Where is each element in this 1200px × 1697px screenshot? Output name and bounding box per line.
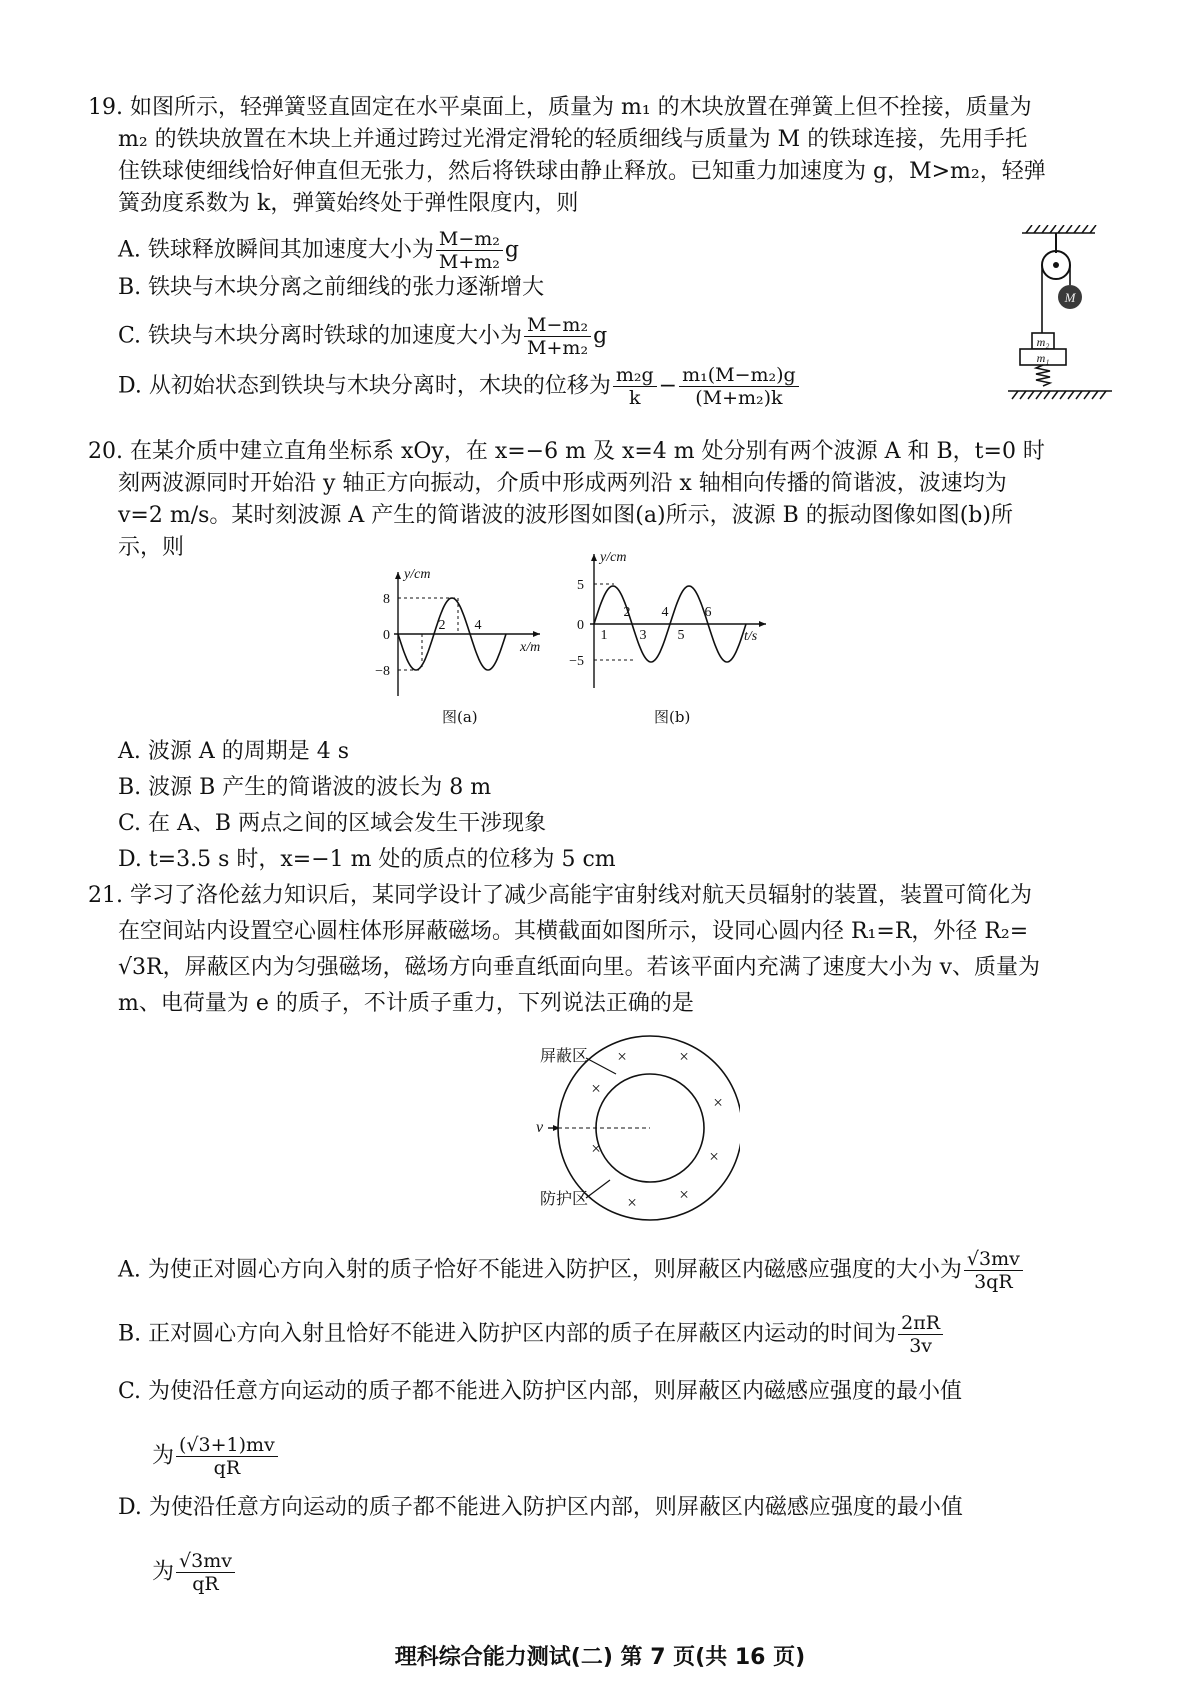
fig-a-x-label: x/m: [520, 640, 541, 655]
q21-option-c-prefix: 为: [152, 1443, 175, 1469]
shield-region-label: 屏蔽区: [540, 1048, 589, 1065]
fig-b-tick-y-neg5: −5: [569, 654, 584, 669]
q19-stem-line4: 簧劲度系数为 k，弹簧始终处于弹性限度内，则: [118, 191, 579, 216]
wood-block-label: m₁: [1036, 351, 1050, 365]
q20-figure-b: [566, 548, 778, 698]
q21-option-c-line2: [152, 1434, 280, 1479]
q19-option-d-numerator1: m₂g: [613, 364, 657, 387]
q20-stem-line2: 刻两波源同时开始沿 y 轴正方向振动，介质中形成两列沿 x 轴相向传播的简谐波，波速均为: [118, 471, 1007, 496]
fig-b-tick-x-1: 1: [600, 628, 608, 643]
ceiling-hatch: [1022, 225, 1096, 233]
q21-option-c-line1: C. 为使沿任意方向运动的质子都不能进入防护区内部，则屏蔽区内磁感应强度的最小值: [118, 1379, 963, 1404]
field-cross-mark: ×: [709, 1147, 719, 1166]
q19-option-d-numerator2: m₁(M−m₂)g: [679, 364, 799, 387]
q20-option-a: A. 波源 A 的周期是 4 s: [118, 739, 350, 764]
velocity-label: v: [536, 1119, 544, 1136]
q20-stem-line4: 示，则: [118, 535, 185, 560]
fig-b-tick-x-3: 3: [639, 628, 647, 643]
q21-option-c-denominator: qR: [213, 1457, 241, 1479]
field-cross-mark: ×: [679, 1185, 689, 1204]
q21-option-b-numerator: 2πR: [898, 1312, 943, 1335]
q19-option-d-fraction1: [613, 364, 657, 409]
fig-a-tick-y-neg8: −8: [375, 664, 390, 679]
pulley-axle: [1053, 262, 1059, 268]
fig-a-tick-x-4: 4: [474, 618, 482, 633]
fig-b-tick-x-5: 5: [677, 628, 685, 643]
q21-option-d-denominator: qR: [192, 1573, 219, 1595]
fig-b-y-arrow: [591, 554, 597, 561]
q21-option-d-prefix: 为: [152, 1559, 175, 1585]
q19-option-a-suffix: g: [504, 237, 519, 263]
field-cross-mark: ×: [713, 1093, 723, 1112]
q19-option-c-text: C. 铁块与木块分离时铁球的加速度大小为: [118, 323, 523, 349]
q21-option-d-fraction: [176, 1550, 235, 1595]
q21-stem-line2: 在空间站内设置空心圆柱体形屏蔽磁场。其横截面如图所示，设同心圆内径 R₁=R，外径 R₂=: [118, 919, 1029, 944]
fig-b-x-arrow: [759, 621, 766, 627]
field-cross-mark: ×: [591, 1079, 601, 1098]
q20-option-d: D. t=3.5 s 时，x=−1 m 处的质点的位移为 5 cm: [118, 847, 616, 872]
q19-option-c: [118, 314, 607, 359]
q21-stem-line4: m、电荷量为 e 的质子，不计质子重力，下列说法正确的是: [118, 991, 694, 1016]
q21-option-a: [118, 1248, 1025, 1293]
q19-option-d-denominator2: (M+m₂)k: [695, 387, 783, 409]
q20-stem-line3: v=2 m/s。某时刻波源 A 产生的简谐波的波形图如图(a)所示，波源 B 的振动图像如图(b)所: [118, 503, 1013, 528]
q21-option-d-line1: D. 为使沿任意方向运动的质子都不能进入防护区内部，则屏蔽区内磁感应强度的最小值: [118, 1495, 963, 1520]
q21-stem-line3: √3R，屏蔽区内为匀强磁场，磁场方向垂直纸面向里。若该平面内充满了速度大小为 v、质量为: [118, 955, 1041, 980]
q19-option-c-suffix: g: [593, 323, 608, 349]
velocity-arrow-head: [553, 1125, 560, 1131]
iron-block-label: m₂: [1036, 335, 1050, 349]
q19-stem-line2: m₂ 的铁块放置在木块上并通过跨过光滑定滑轮的轻质细线与质量为 M 的铁球连接，先用手托: [118, 127, 1028, 152]
q21-option-a-denominator: 3qR: [974, 1271, 1013, 1293]
q19-option-d: [118, 364, 801, 409]
q20-option-c: C. 在 A、B 两点之间的区域会发生干涉现象: [118, 811, 547, 836]
q21-option-b-denominator: 3v: [909, 1335, 933, 1357]
q19-option-a-denominator: M+m₂: [438, 251, 500, 273]
q19-pulley-figure: [1000, 225, 1120, 430]
q21-option-c-fraction: [176, 1434, 278, 1479]
q21-shield-figure: [500, 1030, 740, 1230]
floor-hatch: [1008, 391, 1112, 399]
q20-figure-a: [360, 562, 560, 702]
fig-b-caption: 图(b): [654, 708, 691, 726]
spring: [1036, 365, 1050, 386]
q19-option-a-numerator: M−m₂: [436, 228, 503, 251]
field-cross-mark: ×: [679, 1047, 689, 1066]
q20-stem-line1: 20. 在某介质中建立直角坐标系 xOy，在 x=−6 m 及 x=4 m 处分别有两个波源 A 和 B，t=0 时: [88, 439, 1045, 464]
q19-option-b: B. 铁块与木块分离之前细线的张力逐渐增大: [118, 275, 545, 300]
q19-option-d-text: D. 从初始状态到铁块与木块分离时，木块的位移为: [118, 373, 611, 399]
field-cross-mark: ×: [617, 1047, 627, 1066]
q19-option-d-denominator1: k: [628, 387, 641, 409]
q19-option-a: [118, 228, 519, 273]
page-footer: 理科综合能力测试(二) 第 7 页(共 16 页): [394, 1645, 806, 1670]
fig-b-tick-x-6: 6: [704, 605, 712, 620]
fig-a-y-arrow: [395, 572, 401, 579]
q19-option-d-minus: −: [658, 373, 678, 399]
q19-option-d-fraction2: [679, 364, 799, 409]
q21-stem-line1: 21. 学习了洛伦兹力知识后，某同学设计了减少高能宇宙射线对航天员辐射的装置，装置可简化为: [88, 883, 1032, 908]
fig-b-tick-x-4: 4: [661, 605, 669, 620]
fig-b-x-label: t/s: [744, 629, 758, 644]
q21-option-d-line2: [152, 1550, 237, 1595]
q19-stem-line1: 19. 如图所示，轻弹簧竖直固定在水平桌面上，质量为 m₁ 的木块放置在弹簧上但不拴接，质量为: [88, 95, 1032, 120]
field-cross-mark: ×: [627, 1193, 637, 1212]
field-cross-mark: ×: [591, 1139, 601, 1158]
q21-option-b-fraction: [898, 1312, 943, 1357]
protect-region-label: 防护区: [540, 1191, 589, 1208]
q21-option-a-text: A. 为使正对圆心方向入射的质子恰好不能进入防护区，则屏蔽区内磁感应强度的大小为: [118, 1257, 962, 1283]
fig-b-y-label: y/cm: [600, 550, 627, 565]
q21-option-d-numerator: √3mv: [176, 1550, 235, 1573]
fig-b-tick-x-2: 2: [623, 605, 631, 620]
fig-a-tick-y-0: 0: [383, 628, 390, 643]
fig-b-tick-y-0: 0: [577, 618, 584, 633]
q19-stem-line3: 住铁球使细线恰好伸直但无张力，然后将铁球由静止释放。已知重力加速度为 g，M>m₂，轻弹: [118, 159, 1046, 184]
q19-option-a-fraction: [436, 228, 503, 273]
shield-pointer-line: [586, 1058, 616, 1074]
q19-option-a-text: A. 铁球释放瞬间其加速度大小为: [118, 237, 434, 263]
fig-a-caption: 图(a): [442, 708, 478, 726]
q21-option-a-fraction: [964, 1248, 1023, 1293]
iron-ball-label: M: [1064, 290, 1076, 305]
q21-option-c-numerator: (√3+1)mv: [176, 1434, 278, 1457]
q19-option-c-fraction: [524, 314, 591, 359]
fig-a-y-label: y/cm: [404, 567, 431, 582]
q20-option-b: B. 波源 B 产生的简谐波的波长为 8 m: [118, 775, 492, 800]
protect-pointer-line: [586, 1180, 610, 1198]
q19-option-c-denominator: M+m₂: [527, 337, 589, 359]
q19-option-c-numerator: M−m₂: [524, 314, 591, 337]
q21-option-a-numerator: √3mv: [964, 1248, 1023, 1271]
fig-a-tick-y-8: 8: [383, 592, 390, 607]
q21-option-b-text: B. 正对圆心方向入射且恰好不能进入防护区内部的质子在屏蔽区内运动的时间为: [118, 1321, 897, 1347]
fig-a-x-arrow: [533, 631, 540, 637]
fig-a-tick-x-2: 2: [438, 618, 446, 633]
q21-option-b: [118, 1312, 945, 1357]
fig-b-tick-y-5: 5: [577, 578, 584, 593]
